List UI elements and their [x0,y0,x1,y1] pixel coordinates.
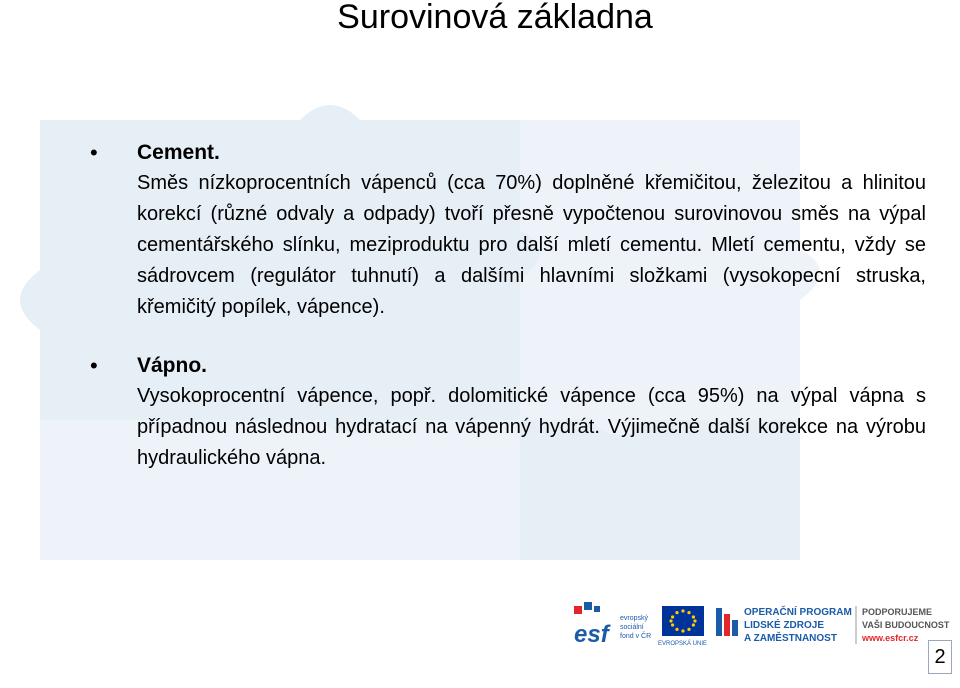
support-text-logo [861,607,950,643]
item-heading: Vápno. [137,354,208,377]
footer-logos [572,602,956,646]
svg-text:OPERAČNÍ PROGRAM: OPERAČNÍ PROGRAM [744,607,852,618]
svg-text:VAŠI BUDOUCNOST: VAŠI BUDOUCNOST [862,620,950,630]
bullet-icon: • [90,140,98,165]
esf-logo [574,602,651,648]
item-text: Směs nízkoprocentních vápenců (cca 70%) doplněné křemičitou, železitou a hlinitou korekcí (různé odvaly a odpady) tvoří přesně vypočtenou surovinovou směs na výpal cementářského slínku, meziproduktu pro další mletí cementu. Mletí cementu, vždy se sádrovcem (regulátor tuhnutí) a dalšími hlavními složkami (vysokopecní struska, křemičitý popílek, vápence). [137,172,926,318]
svg-text:sociální: sociální [620,624,644,631]
item-text: Vysokoprocentní vápence, popř. dolomitické vápence (cca 95%) na výpal vápna s případnou následnou hydratací na vápenný hydrát. Výjimečně další korekce na výrobu hydraulického vápna. [137,385,926,469]
svg-text:EVROPSKÁ UNIE: EVROPSKÁ UNIE [658,641,708,647]
svg-text:A ZAMĚSTNANOST: A ZAMĚSTNANOST [744,633,837,644]
svg-text:evropský: evropský [620,615,649,622]
op-lzz-logo [716,605,852,644]
slide-title: Surovinová základna [337,0,653,36]
page-number: 2 [928,640,952,674]
eu-flag-logo [658,606,707,647]
bullet-item-vapno [90,351,926,474]
svg-text:LIDSKÉ ZDROJE: LIDSKÉ ZDROJE [744,620,825,631]
item-heading: Cement. [137,141,220,164]
slide-content [90,138,926,474]
svg-text:PODPORUJEME: PODPORUJEME [862,607,933,617]
svg-text:fond v ČR: fond v ČR [620,633,652,640]
svg-text:www.esfcr.cz: www.esfcr.cz [862,633,919,643]
bullet-item-cement [90,138,926,323]
logos-strip [572,602,956,648]
esf-main-text: esf [574,621,609,648]
bullet-icon: • [90,353,98,378]
